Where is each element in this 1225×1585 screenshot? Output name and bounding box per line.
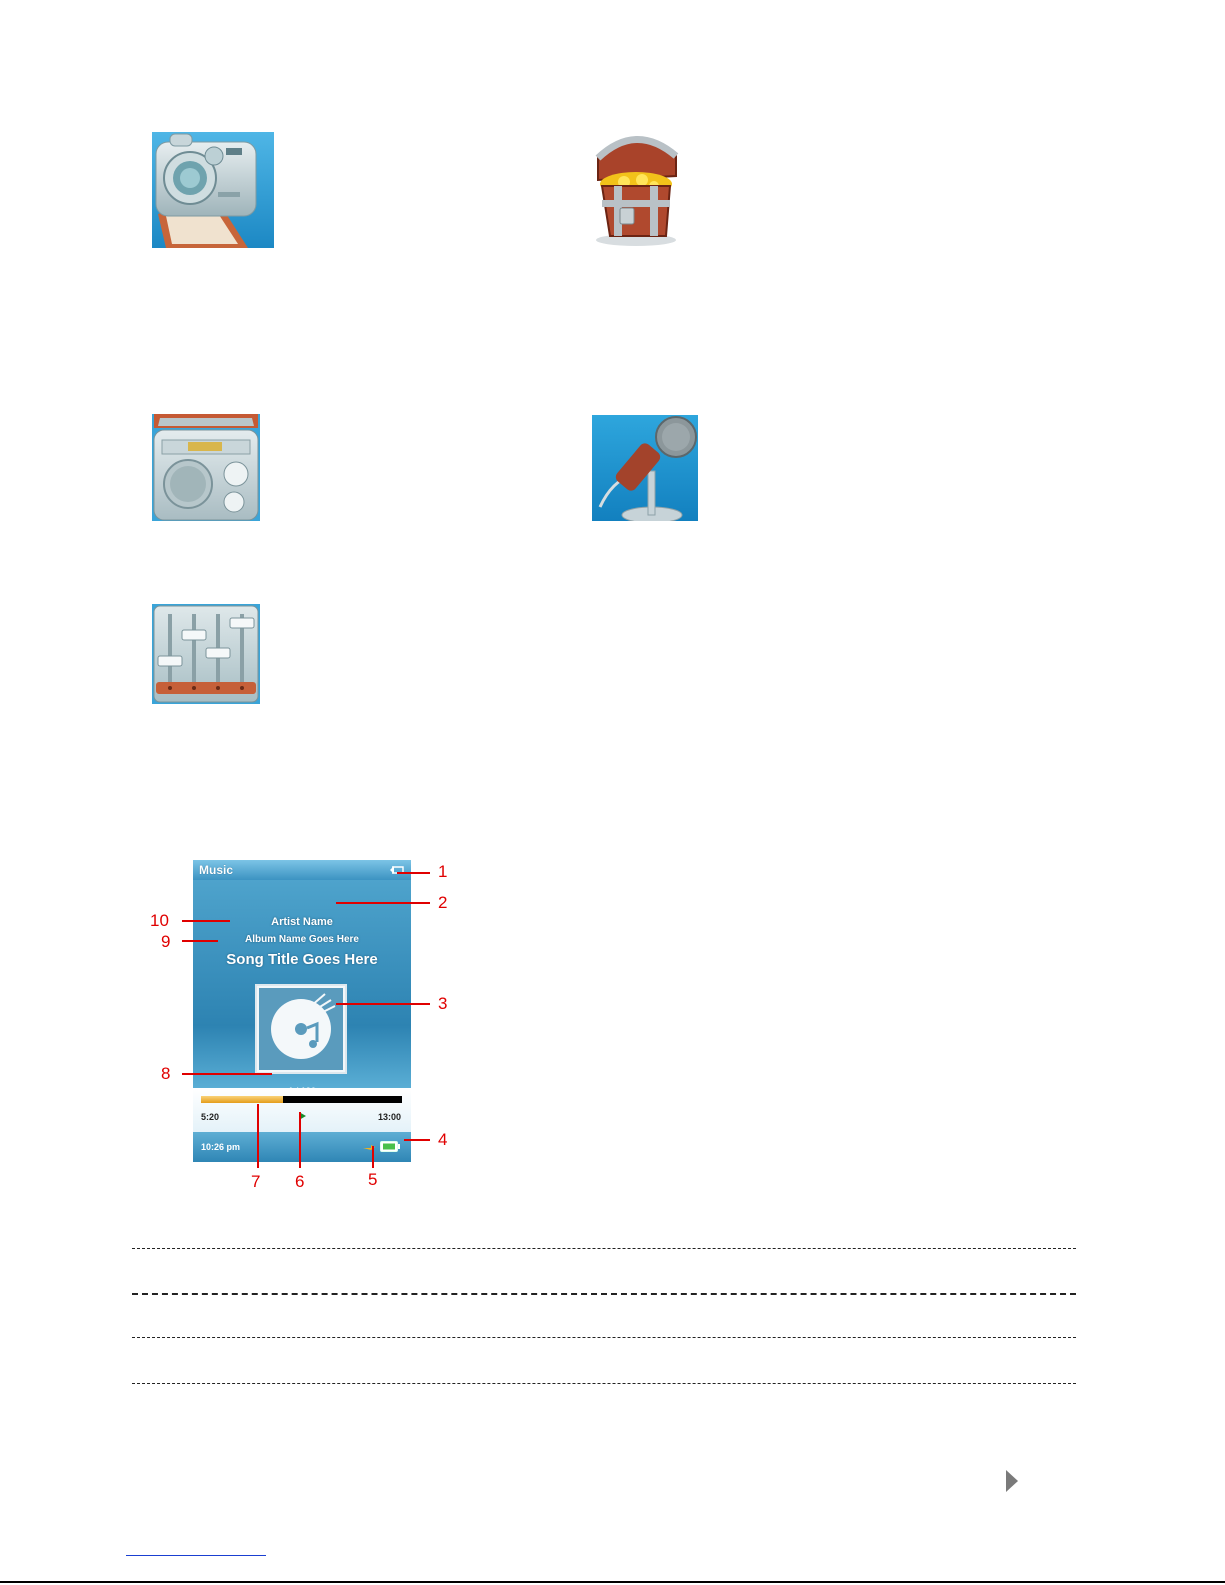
dashed-divider	[132, 1383, 1076, 1384]
callout-1: 1	[438, 862, 448, 881]
music-player-screen	[193, 860, 411, 1162]
camera-photo-icon	[152, 132, 274, 248]
screen-title: Music	[199, 863, 234, 877]
back-arrow-icon[interactable]	[389, 866, 405, 874]
elapsed-time: 5:20	[201, 1112, 220, 1122]
microphone-icon	[592, 415, 698, 521]
callout-2: 2	[438, 893, 448, 912]
treasure-chest-icon	[584, 128, 688, 248]
total-time: 13:00	[377, 1112, 401, 1122]
callout-6: 6	[295, 1172, 305, 1191]
callout-4: 4	[438, 1130, 448, 1149]
callout-3: 3	[438, 994, 448, 1013]
next-page-arrow-icon[interactable]	[1006, 1470, 1018, 1492]
callout-7: 7	[251, 1172, 261, 1191]
clock: 10:26 pm	[201, 1142, 241, 1152]
album-art-icon	[255, 984, 347, 1074]
footer-link-underline[interactable]	[126, 1555, 266, 1556]
bottom-rule	[0, 1581, 1225, 1583]
equalizer-icon	[152, 604, 260, 704]
dashed-divider	[132, 1337, 1076, 1338]
now-playing-area	[193, 880, 411, 1088]
song-title: Song Title Goes Here	[226, 951, 378, 968]
progress-bar[interactable]	[201, 1096, 402, 1103]
callout-10: 10	[150, 911, 169, 930]
callout-5: 5	[368, 1170, 378, 1189]
battery-icon	[380, 1141, 400, 1152]
lock-icon	[363, 1143, 375, 1151]
album-name: Album Name Goes Here	[245, 934, 359, 945]
dashed-divider	[132, 1248, 1076, 1249]
play-status-icon	[299, 1112, 306, 1120]
dashed-divider	[132, 1293, 1076, 1295]
radio-icon	[152, 414, 260, 521]
progress-area	[193, 1088, 411, 1132]
callout-8: 8	[161, 1064, 171, 1083]
progress-fill	[201, 1096, 283, 1103]
callout-9: 9	[161, 932, 171, 951]
status-bar	[193, 1132, 411, 1162]
artist-name: Artist Name	[271, 916, 333, 928]
title-bar	[193, 860, 411, 880]
